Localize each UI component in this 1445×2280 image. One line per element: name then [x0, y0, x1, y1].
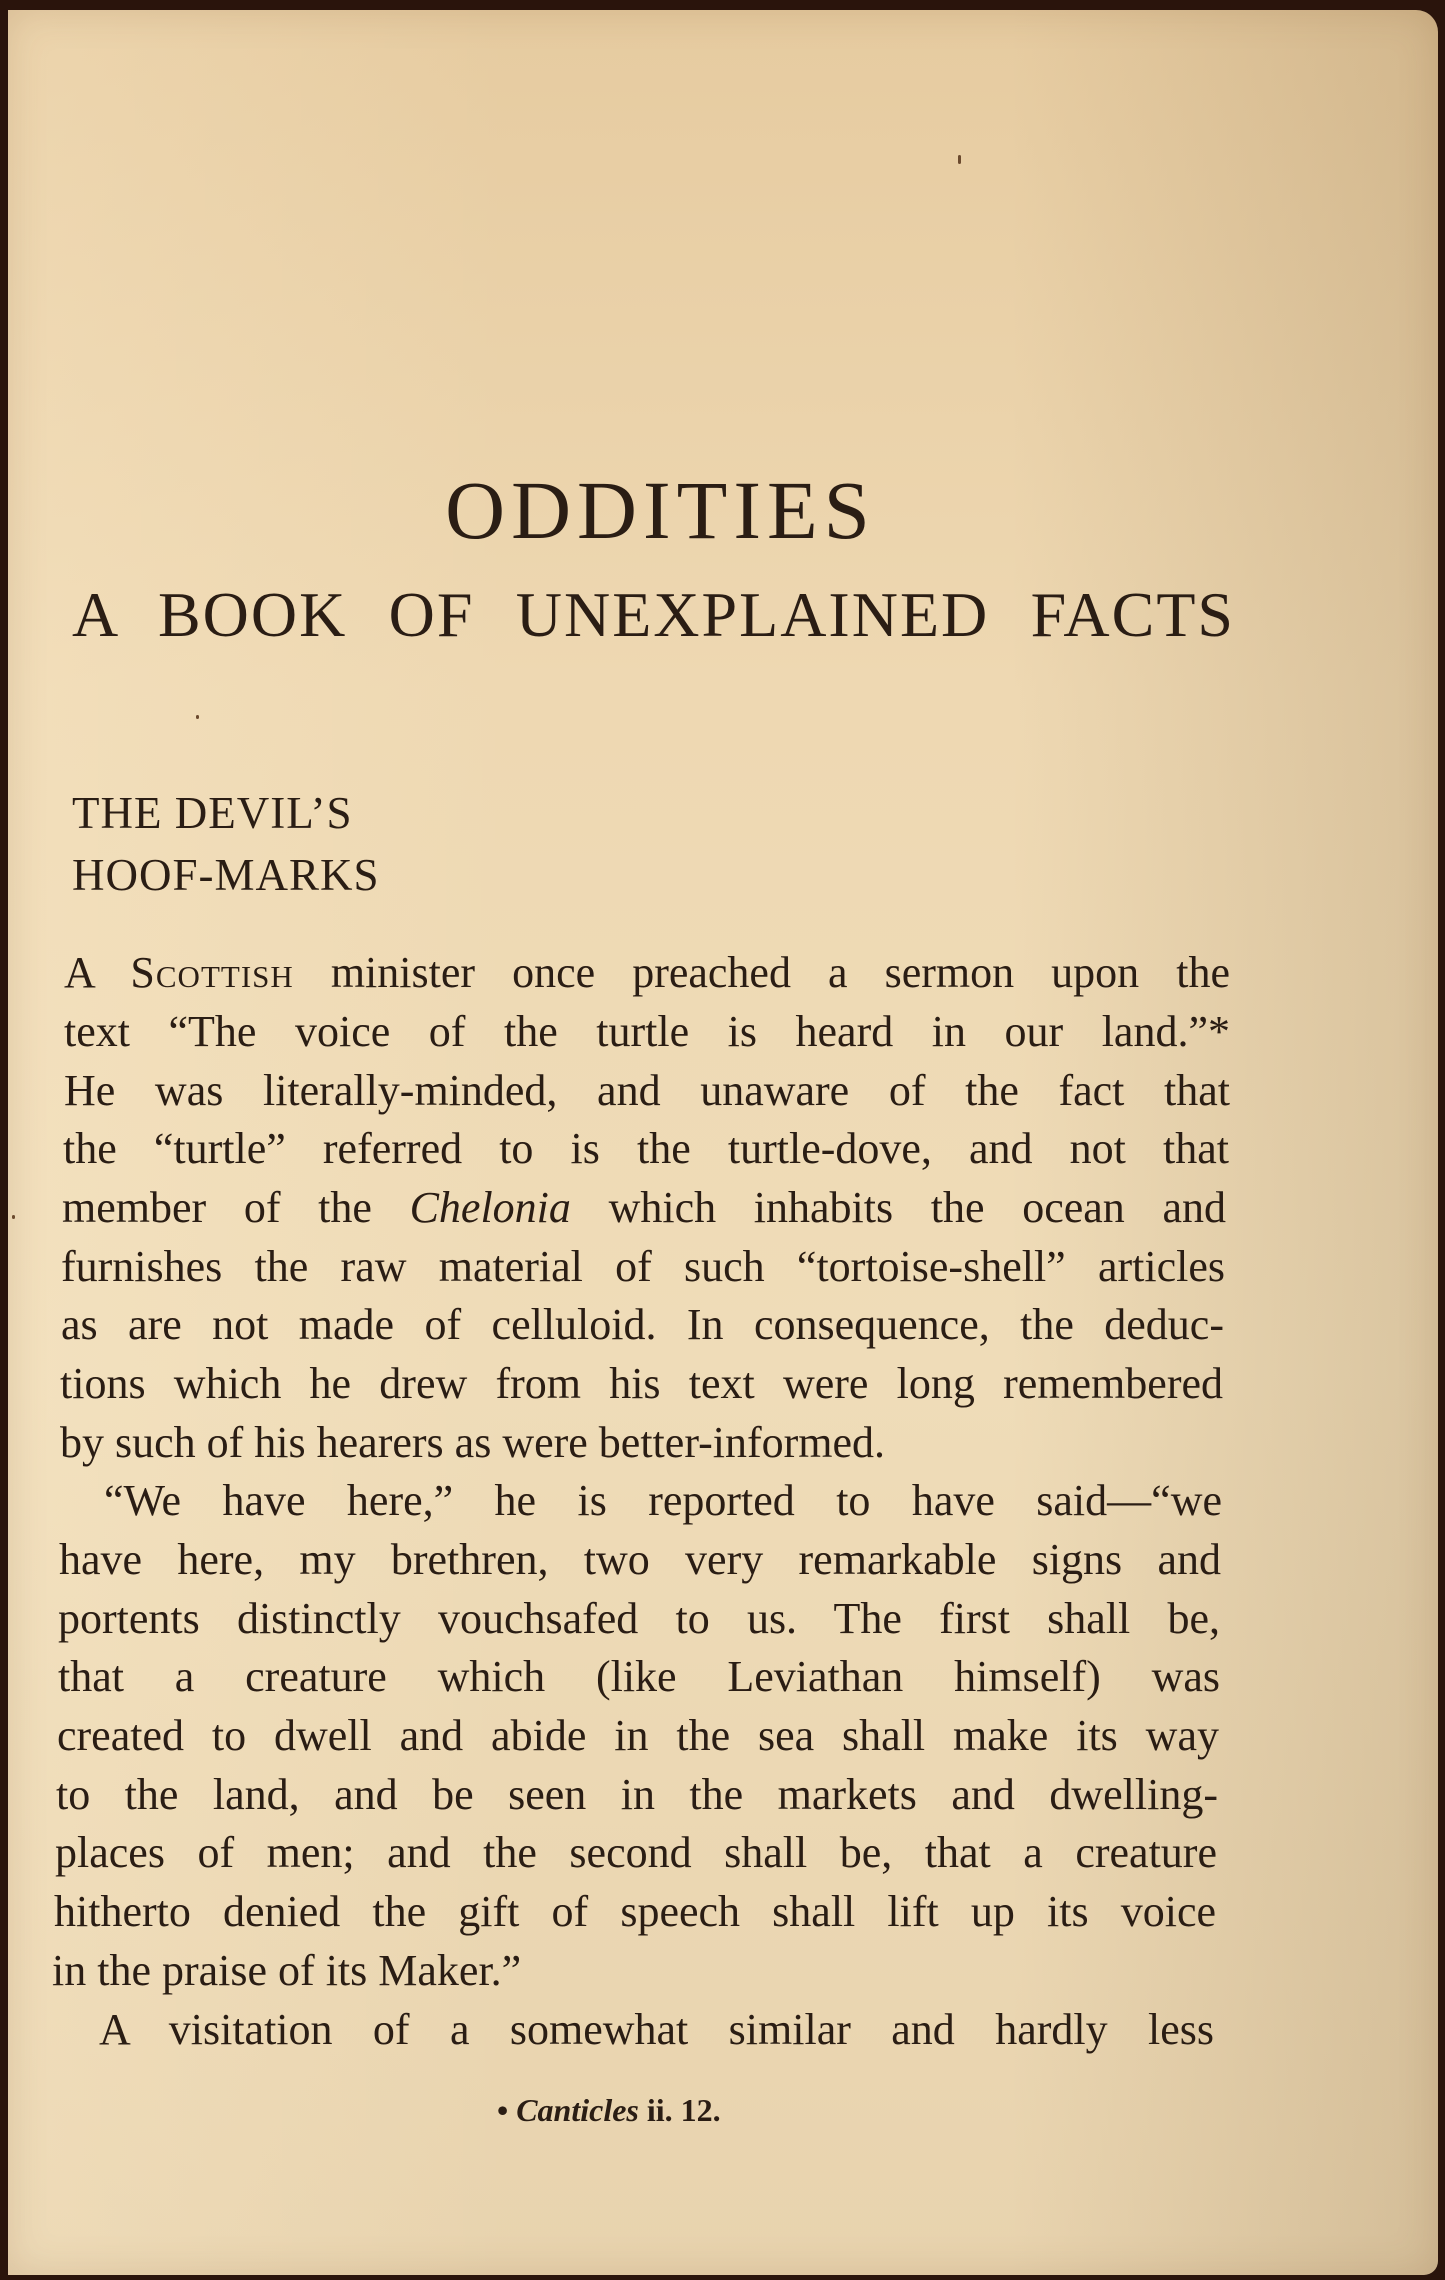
body-line-4: the “turtle” referred to is the turtle-dove, and not that	[63, 1124, 1229, 1173]
body-line-12: portents distinctly vouchsafed to us. The first shall be,	[58, 1594, 1220, 1643]
body-line-17: hitherto denied the gift of speech shall lift up its voice	[54, 1887, 1216, 1936]
small-caps-word: Scottish	[130, 948, 294, 997]
body-line-9: by such of his hearers as were better-informed.	[60, 1418, 886, 1467]
body-line-3: He was literally-minded, and unaware of the fact that	[64, 1066, 1230, 1115]
footnote-reference: ii. 12.	[638, 2092, 721, 2128]
footnote	[497, 2090, 721, 2130]
italic-word: Chelonia	[409, 1183, 571, 1232]
body-line-7: as are not made of celluloid. In consequence, the deduc-	[61, 1300, 1224, 1349]
body-line-15: to the land, and be seen in the markets and dwelling-	[56, 1770, 1218, 1819]
chapter-title	[72, 782, 380, 906]
footnote-marker: •	[497, 2092, 509, 2128]
body-line-18: in the praise of its Maker.”	[52, 1946, 522, 1995]
body-line-6: furnishes the raw material of such “tortoise-shell” articles	[61, 1242, 1225, 1291]
body-line-8: tions which he drew from his text were long remembered	[60, 1359, 1223, 1408]
body-line-1: A Scottish minister once preached a sermon upon the	[64, 948, 1230, 997]
body-line-11: have here, my brethren, two very remarkable signs and	[59, 1535, 1221, 1584]
footnote-work: Canticles	[516, 2092, 639, 2128]
chapter-title-line-1: THE DEVIL’S	[72, 788, 353, 838]
book-title: ODDITIES	[445, 464, 876, 556]
body-line-16: places of men; and the second shall be, that a creature	[55, 1828, 1217, 1877]
body-line-13: that a creature which (like Leviathan himself) was	[58, 1652, 1220, 1701]
body-line-19: A visitation of a somewhat similar and hardly less	[99, 2005, 1214, 2054]
book-page	[8, 10, 1438, 2275]
body-line-5: member of the Chelonia which inhabits the ocean and	[62, 1183, 1226, 1232]
body-line-14: created to dwell and abide in the sea shall make its way	[57, 1711, 1219, 1760]
body-line-2: text “The voice of the turtle is heard in our land.”*	[64, 1007, 1230, 1056]
chapter-title-line-2: HOOF-MARKS	[72, 850, 380, 900]
paper-speck	[12, 1215, 15, 1219]
paper-speck	[196, 715, 199, 719]
book-subtitle: A BOOK OF UNEXPLAINED FACTS	[72, 579, 1235, 650]
body-line-10: “We have here,” he is reported to have said—“we	[104, 1476, 1222, 1525]
paper-speck	[958, 155, 961, 164]
